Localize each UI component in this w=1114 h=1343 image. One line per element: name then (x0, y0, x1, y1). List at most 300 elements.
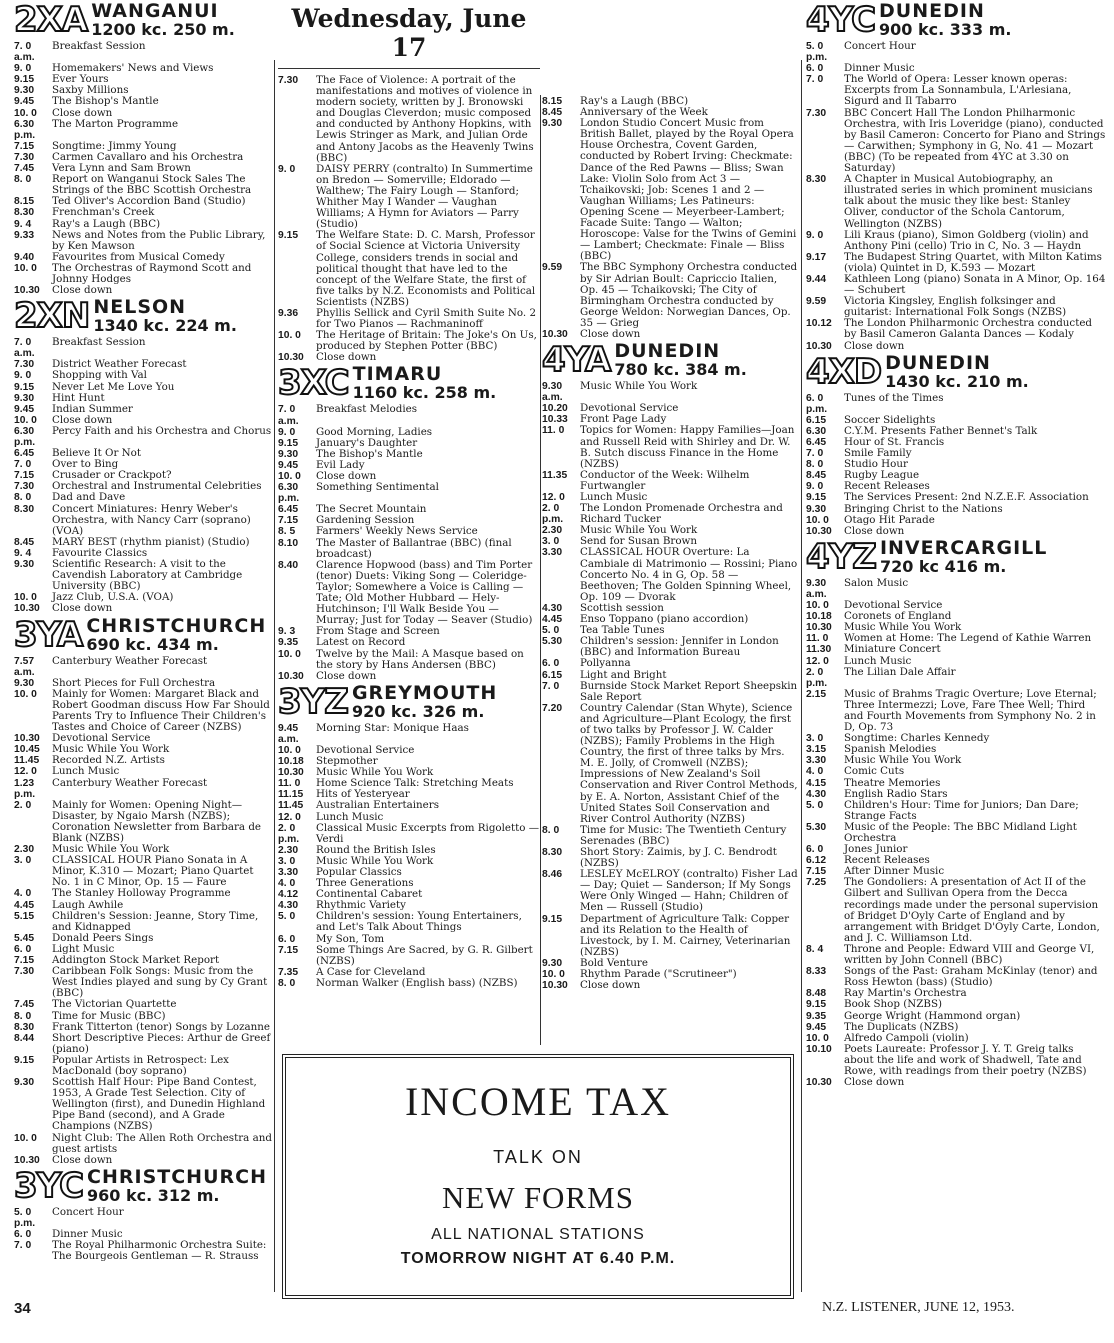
schedule-time: 9.15 (278, 437, 299, 449)
schedule-time: 7.30 (278, 75, 299, 86)
schedule-programme: Gardening Session (316, 514, 415, 527)
schedule-time: 7.15 (14, 140, 35, 152)
schedule-programme: Caribbean Folk Songs: Music from the West Indies played and sung by Cy Grant (BBC) (52, 965, 268, 1000)
schedule-programme: Continental Cabaret (316, 888, 423, 901)
schedule-time: 8.33 (806, 966, 827, 978)
station-header (806, 351, 1106, 392)
schedule-programme: The London Promenade Orchestra and Richard Tucker (580, 502, 783, 526)
ad-subline: TALK ON (493, 1147, 583, 1167)
schedule-programme: Pollyanna (580, 657, 631, 670)
schedule-row (14, 689, 272, 733)
schedule-row (14, 504, 272, 537)
schedule-programme: Report on Wanganui Stock Sales The Strings of the BBC Scottish Orchestra (52, 173, 252, 197)
schedule-programme: Something Sentimental (316, 481, 439, 494)
station-frequency: 1200 kc. 250 m. (91, 20, 235, 39)
schedule-row (806, 230, 1106, 252)
schedule-time: 2. 0 (14, 799, 32, 811)
schedule-programme: Favourite Classics (52, 546, 148, 559)
schedule-time: 8.45 (542, 107, 563, 119)
schedule-programme: Throne and People: Edward VIII and George VI, written by John Connell (BBC) (844, 942, 1095, 967)
schedule-programme: Alfredo Campoli (violin) (844, 1031, 969, 1044)
schedule-time: 8.30 (542, 847, 563, 858)
schedule-programme: Close down (580, 979, 641, 992)
schedule-time: 10.20 (542, 403, 568, 415)
schedule-programme: Women at Home: The Legend of Kathie Warren (844, 632, 1092, 645)
schedule-row (278, 823, 540, 845)
station-name: DUNEDIN (614, 340, 721, 363)
schedule-row (806, 393, 1106, 415)
schedule-time: 8.30 (14, 1021, 35, 1033)
schedule-time: 12. 0 (14, 766, 37, 778)
schedule-programme: Close down (844, 524, 905, 537)
schedule-programme: Dad and Dave (52, 491, 126, 504)
schedule-programme: Music While You Work (580, 380, 698, 393)
schedule-programme: Book Shop (NZBS) (844, 998, 943, 1011)
schedule-programme: The Master of Ballantrae (BBC) (final broadcast) (316, 536, 512, 560)
schedule-row (278, 671, 540, 682)
schedule-programme: George Wright (Hammond organ) (844, 1009, 1021, 1022)
schedule-time: 9.30 (14, 392, 35, 404)
schedule-programme: Tea Table Tunes (580, 624, 665, 637)
schedule-programme: The Secret Mountain (316, 503, 427, 516)
schedule-programme: Devotional Service (580, 402, 679, 415)
schedule-time: 7.30 (14, 966, 35, 978)
ad-time: TOMORROW NIGHT AT 6.40 P.M. (400, 1250, 676, 1267)
schedule-time: 9. 0 (278, 426, 296, 438)
schedule-time: 7.45 (14, 163, 35, 175)
schedule-programme: Recorded N.Z. Artists (52, 754, 165, 767)
schedule-programme: The Budapest String Quartet, with Milton Katims (viola) Quintet in D, K.593 — Mozart (844, 250, 1102, 274)
schedule-programme: Ray Martin's Orchestra (844, 987, 967, 1000)
schedule-row (542, 703, 798, 825)
schedule-row (542, 503, 798, 525)
schedule-time: 8.45 (806, 470, 827, 482)
schedule-programme: Rugby League (844, 469, 920, 482)
schedule-row (542, 381, 798, 403)
schedule-row (278, 649, 540, 671)
ad-headline: INCOME TAX (404, 1079, 672, 1124)
station-frequency: 920 kc. 326 m. (351, 701, 485, 721)
column-4 (806, 0, 1106, 1343)
schedule-time: 9.30 (542, 118, 563, 130)
schedule-programme: Music While You Work (844, 621, 962, 634)
schedule-programme: Songtime: Charles Kennedy (844, 732, 990, 745)
page-number: 34 (14, 1300, 31, 1317)
schedule-programme: Short Story: Zaimis, by J. C. Bendrodt (NZBS) (580, 846, 777, 870)
callsign: 3YA (14, 614, 83, 655)
schedule-programme: Scottish session (580, 601, 664, 614)
schedule-time: 9.40 (14, 251, 35, 263)
schedule-time: 10. 0 (806, 1032, 829, 1044)
schedule-programme: Homemakers' News and Views (52, 62, 214, 75)
schedule-time: 6.45 (278, 504, 299, 516)
schedule-programme: Poets Laureate: Professor J. Y. T. Greig talks about the life and work of Shadwell, Tate and Rowe, with readings from their poetry (NZBS) (844, 1042, 1087, 1077)
schedule-time: 8. 5 (278, 526, 296, 538)
schedule-programme: DAISY PERRY (contralto) In Summertime on Bredon — Somerville; Eldorado — Walthew; The Fairy Lough — Stanford; Whither May I Wander — Vaughan Williams; A Hymn for Aviators — Parry (Studio) (316, 162, 533, 231)
schedule-programme: A Chapter in Musical Autobiography, an illustrated series in which prominent musicians talk about the music they like best: Stanley Oliver, conductor of the Schola Cantorum, Wellington (NZBS) (844, 173, 1093, 230)
schedule-time: 5.45 (14, 932, 35, 944)
schedule-time: 5.30 (542, 636, 563, 648)
station-header (14, 1165, 272, 1206)
schedule-programme: The Lilian Dale Affair (844, 665, 956, 678)
schedule-programme: Close down (52, 1153, 113, 1166)
schedule-time: 9. 4 (14, 218, 32, 230)
schedule-time: 9. 4 (14, 547, 32, 559)
station-name: CHRISTCHURCH (87, 1165, 267, 1188)
schedule-programme: Three Generations (316, 877, 414, 890)
schedule-row (806, 966, 1106, 988)
schedule-time: 9.15 (14, 381, 35, 393)
schedule-row (806, 341, 1106, 352)
schedule-time: 9.15 (806, 999, 827, 1011)
schedule-time: 7.30 (14, 481, 35, 493)
schedule-time: 8.44 (14, 1032, 35, 1044)
station-header (278, 363, 540, 404)
schedule-programme: LESLEY McELROY (contralto) Fisher Lad — Day; Quiet — Sanderson; If My Songs Were Only Winged — Hahn; Children of Men — Russell (Studio) (580, 868, 798, 914)
schedule-row (14, 174, 272, 196)
schedule-time: 9.30 (278, 448, 299, 460)
schedule-time: 10. 0 (806, 514, 829, 526)
schedule-row (14, 999, 272, 1010)
schedule-programme: The Marton Programme (52, 117, 179, 130)
schedule-programme: Addington Stock Market Report (52, 954, 220, 967)
schedule-programme: The Royal Philharmonic Orchestra Suite: The Bourgeois Gentleman — R. Strauss (52, 1239, 267, 1263)
schedule-row (806, 822, 1106, 844)
schedule-time: 7.25 (806, 877, 827, 889)
schedule-time: 6. 0 (278, 933, 296, 945)
schedule-programme: District Weather Forecast (52, 358, 187, 371)
ad-topic: NEW FORMS (442, 1180, 634, 1215)
schedule-row (806, 778, 1106, 789)
schedule-programme: Concert Miniatures: Henry Weber's Orchestra, with Nancy Carr (soprano) (VOA) (52, 502, 251, 537)
schedule-time: 5. 0 (542, 625, 560, 637)
schedule-programme: Theatre Memories (844, 776, 941, 789)
schedule-time: 2.30 (278, 844, 299, 856)
schedule-row (14, 108, 272, 119)
schedule-time: 9.35 (278, 637, 299, 649)
schedule-time: 7.57 a.m. (14, 655, 35, 678)
schedule-programme: Music of Brahms Tragic Overture; Love Eternal; Three Intermezzi; Love, Fare Thee Well; Third and Fourth Movements from Symphony No. 2 in D, Op. 73 (844, 687, 1097, 734)
schedule-programme: From Stage and Screen (316, 625, 440, 638)
station-header (806, 2, 1106, 38)
schedule-programme: The Gondoliers: A presentation of Act II of the Gilbert and Sullivan Opera from the Decca recordings made under the personal supervision of Bridget D'Oyly Carte of England and by arrangement with Bridget D'Oyly Carte, London, and J. C. Williamson Ltd. (844, 876, 1100, 944)
schedule-row (14, 900, 272, 911)
schedule-time: 8. 0 (14, 174, 32, 186)
ad-stations: ALL NATIONAL STATIONS (431, 1226, 645, 1243)
schedule-programme: Frenchman's Creek (52, 206, 155, 219)
schedule-programme: Over to Bing (52, 458, 119, 471)
schedule-programme: Country Calendar (Stan Whyte), Science and Agriculture—Plant Ecology, the first of two talks by Professor J. W. Calder (NZBS); Family Problems in the High Country, the first of three talks by Mrs. M. E. Jolly, of Cromwell (NZBS); Impressions of New Zealand's Soil Conservation and River Control Methods, by E. A. Norton, Assistant Chief of the United States Soil Conservation and River Control Authority (NZBS) (580, 701, 798, 825)
schedule-row (14, 888, 272, 899)
schedule-time: 8. 0 (278, 977, 296, 989)
schedule-time: 5.15 (14, 910, 35, 922)
column-1 (14, 0, 272, 1343)
station-header (14, 614, 272, 655)
schedule-row (806, 296, 1106, 318)
schedule-time: 7.30 (14, 359, 35, 371)
schedule-row (14, 1240, 272, 1262)
schedule-time: 6.30 p.m. (278, 482, 300, 505)
schedule-time: 10. 0 (14, 262, 37, 274)
schedule-row (278, 800, 540, 811)
schedule-programme: A Case for Cleveland (316, 965, 426, 978)
schedule-row (14, 766, 272, 777)
schedule-row (278, 637, 540, 648)
schedule-row (806, 274, 1106, 296)
schedule-time: 8. 0 (542, 824, 560, 836)
schedule-row (14, 337, 272, 359)
schedule-row (542, 425, 798, 469)
schedule-time: 10. 0 (14, 107, 37, 119)
schedule-programme: The Stanley Holloway Programme (52, 887, 231, 900)
station-header (806, 536, 1106, 577)
schedule-time: 9.33 (14, 229, 35, 241)
schedule-time: 11.45 (14, 755, 40, 767)
schedule-programme: Percy Faith and his Orchestra and Chorus (52, 424, 272, 437)
schedule-row (806, 656, 1106, 667)
schedule-time: 8.48 (806, 988, 827, 1000)
schedule-programme: My Son, Tom (316, 932, 385, 945)
schedule-time: 7. 0 (806, 448, 824, 460)
schedule-programme: Rhythm Parade ("Scrutineer") (580, 968, 737, 981)
schedule-row (806, 944, 1106, 966)
schedule-row (14, 219, 272, 230)
schedule-time: 10.30 (806, 340, 832, 352)
schedule-row (542, 329, 798, 340)
schedule-time: 9.15 (806, 492, 827, 504)
schedule-row (278, 230, 540, 308)
schedule-time: 12. 0 (278, 811, 301, 823)
schedule-list (806, 393, 1106, 537)
income-tax-advertisement (282, 1054, 794, 1299)
schedule-time: 4. 0 (278, 878, 296, 890)
page-title: Wednesday, June 17 (278, 4, 540, 69)
schedule-row (14, 778, 272, 800)
schedule-row (806, 877, 1106, 944)
schedule-programme: Mainly for Women: Opening Night—Disaster, by Ngaio Marsh (NZBS); Coronation Newsletter from Barbara de Blank (NZBS) (52, 798, 262, 844)
schedule-time: 2. 0 p.m. (278, 822, 300, 845)
schedule-programme: Send for Susan Brown (580, 535, 697, 548)
schedule-row (542, 118, 798, 262)
schedule-row (806, 1077, 1106, 1088)
schedule-programme: Home Science Talk: Stretching Meats (316, 777, 514, 790)
schedule-time: 4. 0 (14, 888, 32, 900)
schedule-time: 9. 3 (278, 626, 296, 638)
schedule-programme: Topics for Women: Happy Families—Joan and Russell Reid with Shirley and Dr. W. B. Sutch discuss Finance in the Home (NZBS) (580, 424, 795, 470)
schedule-programme: Devotional Service (316, 743, 415, 756)
schedule-row (542, 670, 798, 681)
schedule-time: 9.35 (806, 1010, 827, 1022)
schedule-time: 6.15 (806, 414, 827, 426)
schedule-programme: CLASSICAL HOUR Piano Sonata in A Minor, K.310 — Mozart; Piano Quartet No. 1 in C Minor, Op. 15 — Faure (52, 854, 254, 889)
schedule-time: 10.33 (542, 414, 568, 426)
schedule-time: 10. 0 (278, 744, 301, 756)
schedule-row (14, 559, 272, 592)
schedule-row (278, 978, 540, 989)
schedule-time: 4.12 (278, 889, 299, 901)
schedule-row (14, 382, 272, 393)
callsign: 2XA (14, 0, 88, 40)
schedule-time: 10.30 (14, 285, 40, 297)
schedule-programme: Close down (844, 339, 905, 352)
schedule-row (542, 869, 798, 913)
schedule-programme: Front Page Lady (580, 413, 667, 426)
schedule-programme: Spanish Melodies (844, 743, 937, 756)
schedule-programme: Australian Entertainers (316, 799, 439, 812)
schedule-time: 9. 0 (806, 481, 824, 493)
schedule-row (542, 547, 798, 602)
schedule-time: 5. 0 p.m. (14, 1206, 36, 1229)
callsign: 2XN (14, 296, 90, 337)
schedule-time: 1.23 p.m. (14, 777, 36, 800)
schedule-row (14, 1207, 272, 1229)
schedule-row (806, 766, 1106, 777)
schedule-programme: Close down (316, 351, 377, 364)
schedule-time: 6. 0 (806, 63, 824, 75)
schedule-time: 4.30 (806, 788, 827, 800)
callsign: 4XD (806, 351, 882, 392)
schedule-programme: Victoria Kingsley, English folksinger and guitarist: International Folk Songs (NZBS) (844, 295, 1067, 319)
schedule-programme: Popular Artists in Retrospect: Lex MacDonald (boy soprano) (52, 1053, 229, 1077)
schedule-row (278, 723, 540, 745)
schedule-row (278, 812, 540, 823)
schedule-programme: Coronets of England (844, 610, 952, 623)
schedule-time: 4.30 (542, 602, 563, 614)
schedule-row (14, 1155, 272, 1166)
schedule-row (278, 164, 540, 231)
schedule-row (806, 492, 1106, 503)
schedule-time: 7.15 (806, 866, 827, 878)
schedule-time: 8. 0 (14, 492, 32, 504)
schedule-row (14, 1011, 272, 1022)
schedule-programme: Songtime: Jimmy Young (52, 139, 177, 152)
schedule-programme: Studio Hour (844, 458, 908, 471)
schedule-programme: Farmers' Weekly News Service (316, 525, 478, 538)
schedule-row (806, 1011, 1106, 1022)
schedule-row (278, 538, 540, 560)
schedule-row (542, 681, 798, 703)
schedule-programme: Close down (52, 106, 113, 119)
schedule-time: 9.30 (14, 1077, 35, 1089)
schedule-list (806, 41, 1106, 352)
schedule-programme: Songs of the Past: Graham McKinlay (tenor) and Ross Hewton (bass) (Studio) (844, 965, 1098, 989)
schedule-programme: Recent Releases (844, 480, 930, 493)
schedule-row (806, 174, 1106, 229)
schedule-row (542, 825, 798, 847)
schedule-row (14, 41, 272, 63)
schedule-time: 3.30 (278, 867, 299, 878)
schedule-programme: Lunch Music (316, 810, 384, 823)
schedule-programme: Short Pieces for Full Orchestra (52, 676, 216, 689)
schedule-time: 10.18 (278, 756, 304, 768)
schedule-time: 6.12 (806, 855, 827, 867)
schedule-programme: Canterbury Weather Forecast (52, 654, 208, 667)
schedule-row (14, 911, 272, 933)
schedule-programme: Music While You Work (52, 743, 170, 756)
page-footer: N.Z. LISTENER, JUNE 12, 1953. (822, 1300, 1015, 1315)
schedule-row (542, 980, 798, 991)
schedule-time: 3. 0 (806, 733, 824, 745)
schedule-row (806, 689, 1106, 733)
schedule-programme: Miniature Concert (844, 643, 941, 656)
schedule-programme: Favourites from Musical Comedy (52, 250, 225, 263)
schedule-time: 6.45 (806, 437, 827, 448)
schedule-programme: English Radio Stars (844, 787, 948, 800)
schedule-time: 6. 0 p.m. (806, 392, 828, 415)
schedule-programme: Popular Classics (316, 866, 402, 878)
schedule-programme: Enso Toppano (piano accordion) (580, 613, 749, 626)
schedule-row (806, 578, 1106, 600)
schedule-time: 10. 0 (14, 1132, 37, 1144)
schedule-programme: Stepmother (316, 755, 378, 768)
schedule-programme: Devotional Service (52, 732, 151, 745)
schedule-time: 4.45 (14, 899, 35, 911)
callsign: 3YC (14, 1165, 84, 1206)
schedule-row (278, 560, 540, 627)
schedule-time: 10. 0 (278, 471, 301, 482)
schedule-programme: Ray's a Laugh (BBC) (52, 217, 161, 230)
schedule-programme: Devotional Service (844, 599, 943, 612)
schedule-time: 9.30 (14, 559, 35, 571)
schedule-time: 6. 0 (806, 844, 824, 856)
schedule-time: 9.44 (806, 273, 827, 285)
station-frequency: 690 kc. 434 m. (86, 634, 219, 654)
schedule-programme: BBC Concert Hall The London Philharmonic Orchestra, with Iris Loveridge (piano), conducted by Basil Cameron: Concerto for Piano and Strings — Carwithen; Symphony in G, No. 41 — Mozart (BBC) (To be repeated from 4YC at 3.30 on Saturday) (844, 106, 1106, 175)
schedule-programme: Vera Lynn and Sam Brown (52, 162, 191, 175)
schedule-time: 7.15 (14, 955, 35, 967)
schedule-programme: Hint Hunt (52, 391, 105, 404)
schedule-programme: Short Descriptive Pieces: Arthur de Greef (piano) (52, 1031, 271, 1055)
schedule-time: 9.30 a.m. (542, 381, 563, 404)
schedule-time: 11.30 (806, 644, 832, 656)
schedule-time: 11. 0 (806, 633, 829, 645)
schedule-programme: Light and Bright (580, 668, 667, 681)
schedule-programme: Rhythmic Variety (316, 899, 406, 912)
schedule-programme: Children's session: Young Entertainers, and Let's Talk About Things (316, 910, 522, 934)
schedule-list (542, 96, 798, 340)
schedule-programme: Some Things Are Sacred, by G. R. Gilbert (NZBS) (316, 943, 533, 967)
schedule-programme: Close down (52, 284, 113, 297)
station-frequency: 900 kc. 333 m. (879, 20, 1012, 39)
schedule-time: 9. 0 (14, 370, 32, 382)
schedule-time: 9.59 (542, 262, 563, 274)
schedule-programme: Anniversary of the Week (580, 106, 708, 119)
station-frequency: 1430 kc. 210 m. (885, 371, 1029, 391)
schedule-time: 8.30 (14, 207, 35, 219)
station-frequency: 1340 kc. 224 m. (93, 316, 237, 336)
schedule-programme: Burnside Stock Market Report Sheepskin Sale Report (580, 679, 798, 703)
schedule-programme: Canterbury Weather Forecast (52, 776, 208, 789)
schedule-time: 9.15 (14, 1054, 35, 1066)
schedule-time: 10.30 (278, 352, 304, 364)
schedule-time: 10.30 (278, 670, 304, 682)
schedule-row (14, 656, 272, 678)
schedule-programme: Scottish Half Hour: Pipe Band Contest, 1953, A Grade Test Selection. City of Wellington (first), and Dunedin Highland Pipe Band (second), and A Grade Champions (NZBS) (52, 1076, 266, 1133)
schedule-time: 9.36 (278, 307, 299, 319)
schedule-time: 4.45 (542, 614, 563, 626)
schedule-programme: Time for Music (BBC) (52, 1009, 166, 1022)
schedule-programme: Donald Peers Sings (52, 931, 154, 944)
schedule-list (806, 578, 1106, 1088)
schedule-programme: Music While You Work (316, 854, 434, 867)
schedule-programme: Crusader or Crackpot? (52, 469, 172, 482)
schedule-time: 8.15 (14, 196, 35, 208)
schedule-time: 10.45 (14, 744, 40, 756)
schedule-row (14, 1133, 272, 1155)
schedule-time: 3. 0 (14, 855, 32, 867)
schedule-time: 10. 0 (14, 592, 37, 604)
schedule-programme: Morning Star: Monique Haas (316, 721, 469, 734)
